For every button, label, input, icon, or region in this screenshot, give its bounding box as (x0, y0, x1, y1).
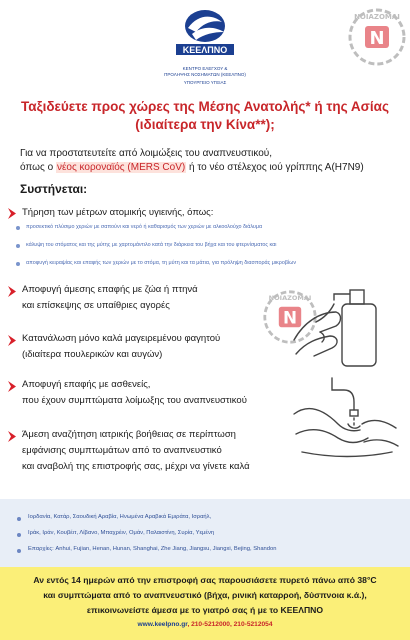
hygiene-bullet-1: προσεκτικό πλύσιμο χεριών με σαπούνι και νερό ή καθαρισμός των χεριών με αλκοολούχο διάλυμα (26, 224, 263, 230)
bullet-dot-icon (16, 226, 20, 230)
stamp-letter: N (369, 28, 385, 49)
hygiene-bullet-3: αποφυγή κειραψίας και επαφής των χεριών με το στόμα, τη μύτη και τα μάτια, για πρόληψη διασποράς μικροβίων (26, 260, 297, 266)
footer-line-2: και συμπτώματα από το αναπνευστικό (βήχα, ρινική καταρροή, δύσπνοια κ.ά.), (43, 590, 367, 600)
recommendation-2-line-1: Κατανάλωση μόνο καλά μαγειρεμένου φαγητού (22, 333, 221, 344)
arrow-icon (8, 208, 16, 219)
recommendation-3-line-1: Αποφυγή επαφής με ασθενείς, (22, 379, 151, 390)
arrow-icon (8, 286, 16, 297)
bullet-dot-icon (16, 244, 20, 248)
phone-numbers: , 210-5212000, 210-5212054 (187, 621, 273, 628)
washing-hands-illustration (292, 372, 400, 464)
title-line-2: (ιδιαίτερα την Κίνα**); (135, 117, 275, 132)
recommend-label: Συστήνεται: (20, 182, 88, 196)
recommendation-1-line-2: και επίσκεψης σε υπαίθριες αγορές (22, 300, 170, 311)
intro-line-2 (20, 162, 364, 173)
recommendation-2-line-2: (ιδιαίτερα πουλερικών και αυγών) (22, 349, 163, 360)
stamp-text: ΝΟΙΑΖΟΜΑΙ (268, 294, 312, 303)
hygiene-bullet-2: κάλυψη του στόματος και της μύτης με χαρτομάντιλο κατά την διάρκεια του βήχα και του φτερνίσματος και (26, 242, 277, 248)
recommendation-4-line-3: και αναβολή της επιστροφής σας, μέχρι να γίνετε καλά (22, 461, 250, 472)
arrow-icon (8, 335, 16, 346)
hand-sanitizer-illustration (290, 282, 390, 382)
recommendation-4-line-2: εμφάνισης συμπτωμάτων από το αναπνευστικό (22, 445, 222, 456)
recommendation-3-line-2: που έχουν συμπτώματα λοίμωξης του αναπνευστικού (22, 395, 247, 406)
recommendation-1-line-1: Αποφυγή άμεσης επαφής με ζώα ή πτηνά (22, 284, 198, 295)
intro-line-1: Για να προστατευτείτε από λοιμώξεις του αναπνευστικού, (20, 148, 273, 159)
bullet-dot-icon (16, 262, 20, 266)
footer-contact (0, 621, 410, 628)
footer-line-1: Αν εντός 14 ημερών από την επιστροφή σας παρουσιάσετε πυρετό πάνω από 38°C (33, 575, 377, 585)
org-subtitle-1: ΚΕΝΤΡΟ ΕΛΕΓΧΟΥ & (182, 66, 228, 71)
intro-text-a: όπως ο (20, 162, 56, 173)
countries-line-1: Ιορδανία, Κατάρ, Σαουδική Αραβία, Ηνωμένα Αραβικά Εμιράτα, Ισραήλ, (28, 514, 212, 520)
intro-highlight: νέος κοροναϊός (MERS CoV) (56, 162, 186, 173)
hygiene-title: Τήρηση των μέτρων ατομικής υγιεινής, όπως: (22, 207, 214, 218)
stamp-letter: N (282, 307, 298, 328)
logo-text: ΚΕΕΛΠΝΟ (182, 45, 228, 55)
keelpno-logo (170, 4, 240, 58)
bullet-dot-icon (17, 549, 21, 553)
noiazomai-stamp (347, 6, 407, 68)
footer-line-3: επικοινωνείστε άμεσα με το γιατρό σας ή με το ΚΕΕΛΠΝΟ (86, 605, 324, 615)
intro-text-b: ή το νέο στέλεχος ιού γρίππης Α(Η7Ν9) (186, 162, 364, 173)
bullet-dot-icon (17, 533, 21, 537)
stamp-text: ΝΟΙΑΖΟΜΑΙ (354, 13, 400, 21)
countries-line-2: Ιράκ, Ιράν, Κουβέιτ, Λίβανο, Μπαχρέιν, Ομάν, Παλαιστίνη, Συρία, Υεμένη (28, 530, 215, 536)
countries-line-3: Επαρχίες: Anhui, Fujian, Henan, Hunan, Shanghai, Zhe Jiang, Jiangsu, Jiangxi, Bejing, Shandon (28, 546, 277, 552)
org-subtitle-3: ΥΠΟΥΡΓΕΙΟ ΥΓΕΙΑΣ (183, 80, 227, 85)
bullet-dot-icon (17, 517, 21, 521)
recommendation-4-line-1: Άμεση αναζήτηση ιατρικής βοήθειας σε περίπτωση (22, 429, 236, 440)
org-subtitle-2: ΠΡΟΛΗΨΗΣ ΝΟΣΗΜΑΤΩΝ (ΚΕΕΛΠΝΟ) (164, 72, 246, 77)
website-link[interactable]: www.keelpno.gr (137, 621, 188, 628)
arrow-icon (8, 431, 16, 442)
title-line-1: Ταξιδεύετε προς χώρες της Μέσης Ανατολής* ή της Ασίας (21, 99, 389, 114)
arrow-icon (8, 381, 16, 392)
